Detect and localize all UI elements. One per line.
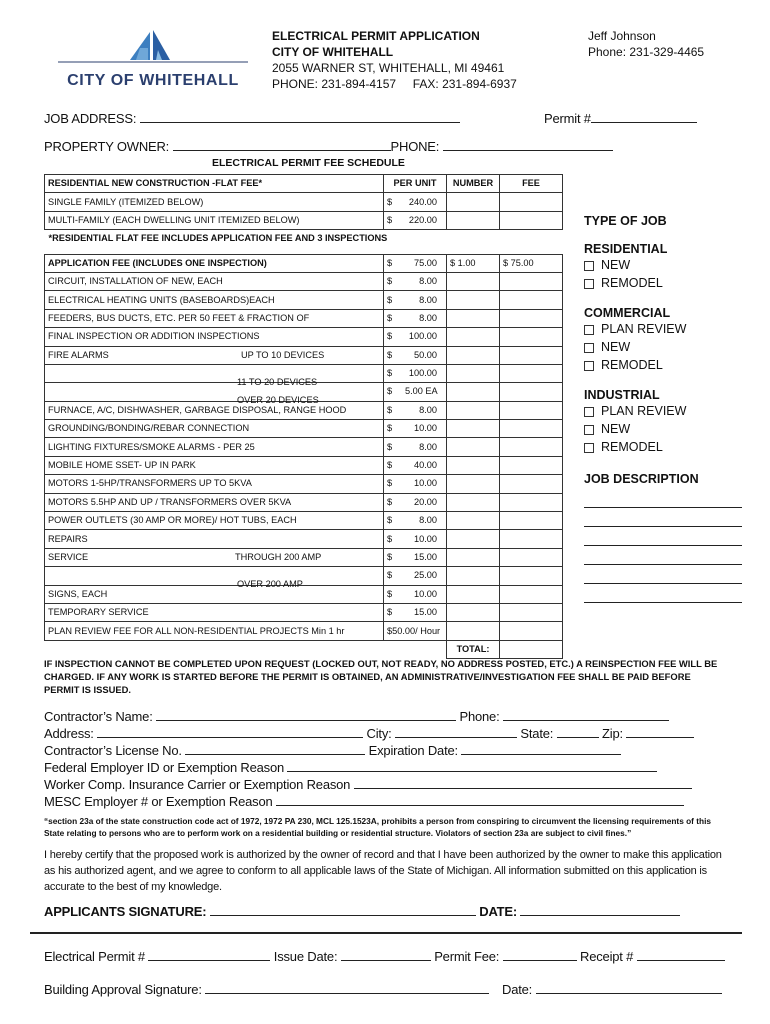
- per-unit-amount: $ 100.00: [384, 364, 447, 382]
- fee-row: [45, 254, 563, 272]
- fee-description: LIGHTING FIXTURES/SMOKE ALARMS - PER 25: [45, 438, 384, 456]
- industrial-plan-review-option[interactable]: PLAN REVIEW: [584, 402, 744, 420]
- permit-number-field[interactable]: [591, 110, 697, 123]
- per-unit-amount: $ 40.00: [384, 456, 447, 474]
- fee-description: MULTI-FAMILY (EACH DWELLING UNIT ITEMIZED BELOW): [45, 211, 384, 229]
- job-description-lines[interactable]: [584, 490, 744, 603]
- job-type-panel: [584, 214, 744, 603]
- per-unit-amount: $ 50.00: [384, 346, 447, 364]
- fee-row: [45, 567, 563, 585]
- number-cell[interactable]: [447, 493, 500, 511]
- fee-description: POWER OUTLETS (30 AMP OR MORE)/ HOT TUBS, EACH: [45, 512, 384, 530]
- number-cell[interactable]: $ 1.00: [447, 254, 500, 272]
- residential-fee-row: [45, 193, 563, 211]
- certification-text: I hereby certify that the proposed work is authorized by the owner of record and that I have been authorized by the owner to make this application as his authorized agent, and we agree to conform to all applicable laws of the State of Michigan. All information submitted on this application is accurate to the best of my knowledge.: [44, 849, 722, 893]
- number-cell[interactable]: [447, 291, 500, 309]
- fee-row: [45, 420, 563, 438]
- fee-row: [45, 346, 563, 364]
- fee-row: [45, 328, 563, 346]
- fee-cell[interactable]: [500, 603, 563, 621]
- applicant-signature-row: APPLICANTS SIGNATURE: DATE:: [44, 903, 680, 919]
- checkbox-icon[interactable]: [584, 425, 594, 435]
- flat-fee-note: *RESIDENTIAL FLAT FEE INCLUDES APPLICATION FEE AND 3 INSPECTIONS: [48, 233, 388, 244]
- fee-cell[interactable]: [500, 567, 563, 585]
- job-description-label: JOB DESCRIPTION: [584, 472, 699, 486]
- per-unit-amount: $ 20.00: [384, 493, 447, 511]
- fein-field[interactable]: [287, 759, 657, 772]
- per-unit-amount: $ 10.00: [384, 530, 447, 548]
- contractor-license-field[interactable]: [185, 742, 365, 755]
- number-cell[interactable]: [447, 211, 500, 229]
- per-unit-amount: $ 8.00: [384, 291, 447, 309]
- number-cell[interactable]: [447, 272, 500, 290]
- city-phone-fax: PHONE: 231-894-4157 FAX: 231-894-6937: [272, 77, 517, 91]
- fee-cell[interactable]: [500, 291, 563, 309]
- number-cell[interactable]: [447, 512, 500, 530]
- fee-description: SINGLE FAMILY (ITEMIZED BELOW): [45, 193, 384, 211]
- applicant-signature-field[interactable]: [210, 903, 476, 916]
- section-23a-notice: “section 23a of the state construction code act of 1972, 1972 PA 230, MCL 125.1523A, prohibits a person from conspiring to circumvent the licensing requirements of this State relating to persons who are to perform work on a residential building or residential structure. Violators of section 23a are subject to civil fines.”: [44, 816, 712, 838]
- fee-row: [45, 401, 563, 419]
- building-approval-row: Building Approval Signature: Date:: [44, 981, 722, 997]
- fee-description: CIRCUIT, INSTALLATION OF NEW, EACH: [45, 272, 384, 290]
- permit-number-label: Permit #: [544, 111, 591, 126]
- fee-description: FURNACE, A/C, DISHWASHER, GARBAGE DISPOSAL, RANGE HOOD: [45, 401, 384, 419]
- office-permit-fee-field[interactable]: [503, 948, 577, 961]
- header-block: [272, 28, 517, 92]
- fee-cell[interactable]: [500, 211, 563, 229]
- checkbox-icon[interactable]: [584, 443, 594, 453]
- number-cell[interactable]: [447, 420, 500, 438]
- industrial-remodel-option[interactable]: REMODEL: [584, 438, 744, 456]
- fee-cell[interactable]: $ 75.00: [500, 254, 563, 272]
- number-cell[interactable]: [447, 622, 500, 640]
- fee-header-row: [45, 175, 563, 193]
- fee-row: [45, 530, 563, 548]
- residential-header: RESIDENTIAL NEW CONSTRUCTION -FLAT FEE*: [45, 175, 384, 193]
- fee-cell[interactable]: [500, 272, 563, 290]
- contractor-city-field[interactable]: [395, 725, 517, 738]
- fee-cell[interactable]: [500, 456, 563, 474]
- fee-cell[interactable]: [500, 548, 563, 566]
- flat-fee-note-row: [45, 230, 563, 248]
- industrial-label: INDUSTRIAL: [584, 388, 660, 402]
- fee-cell[interactable]: [500, 364, 563, 382]
- checkbox-icon[interactable]: [584, 407, 594, 417]
- fee-cell[interactable]: [500, 438, 563, 456]
- per-unit-amount: $ 8.00: [384, 401, 447, 419]
- number-cell[interactable]: [447, 401, 500, 419]
- divider: [30, 932, 742, 934]
- fee-cell[interactable]: [500, 493, 563, 511]
- commercial-label: COMMERCIAL: [584, 306, 671, 320]
- license-expiration-field[interactable]: [461, 742, 621, 755]
- checkbox-icon[interactable]: [584, 279, 594, 289]
- logo-text: CITY OF WHITEHALL: [67, 72, 239, 89]
- number-cell[interactable]: [447, 530, 500, 548]
- fee-description: MOTORS 1-5HP/TRANSFORMERS UP TO 5KVA: [45, 475, 384, 493]
- fee-row: [45, 309, 563, 327]
- contact-phone: Phone: 231-329-4465: [588, 45, 705, 59]
- reinspection-notice: IF INSPECTION CANNOT BE COMPLETED UPON REQUEST (LOCKED OUT, NOT READY, NO ADDRESS POSTED, ETC.) A REINSPECTION FEE WILL BE CHARGED. IF ANY WORK IS STARTED BEFORE THE PERMIT IS OBTAINED, AN ADMINISTRATIVE/INVESTIGATION FEE SHALL BE PAID BEFORE PERMIT IS ISSUED.: [44, 658, 718, 695]
- fee-description: MOBILE HOME SSET- UP IN PARK: [45, 456, 384, 474]
- fee-cell[interactable]: [500, 193, 563, 211]
- fee-description: FEEDERS, BUS DUCTS, ETC. PER 50 FEET & FRACTION OF: [45, 309, 384, 327]
- checkbox-icon[interactable]: [584, 325, 594, 335]
- property-owner-field[interactable]: [173, 138, 391, 151]
- checkbox-icon[interactable]: [584, 261, 594, 271]
- total-field[interactable]: [500, 640, 563, 658]
- checkbox-icon[interactable]: [584, 361, 594, 371]
- fee-row: [45, 456, 563, 474]
- number-cell[interactable]: [447, 603, 500, 621]
- office-issue-date-field[interactable]: [341, 948, 431, 961]
- number-cell[interactable]: [447, 548, 500, 566]
- owner-phone-label: PHONE:: [390, 139, 440, 154]
- per-unit-amount: $ 8.00: [384, 438, 447, 456]
- contact-name: Jeff Johnson: [588, 29, 656, 43]
- city-address: 2055 WARNER ST, WHITEHALL, MI 49461: [272, 61, 505, 75]
- per-unit-amount: $ 25.00: [384, 567, 447, 585]
- per-unit-header: PER UNIT: [384, 175, 447, 193]
- fee-row: [45, 512, 563, 530]
- per-unit-amount: $ 220.00: [384, 211, 447, 229]
- fein-row: Federal Employer ID or Exemption Reason: [44, 759, 694, 776]
- fee-cell[interactable]: [500, 475, 563, 493]
- fee-row: [45, 438, 563, 456]
- fee-row: [45, 383, 563, 401]
- fee-cell[interactable]: [500, 309, 563, 327]
- residential-fee-row: [45, 211, 563, 229]
- fee-description: APPLICATION FEE (INCLUDES ONE INSPECTION): [45, 254, 384, 272]
- contractor-block: [44, 708, 694, 810]
- fee-cell[interactable]: [500, 401, 563, 419]
- job-type-title: TYPE OF JOB: [584, 214, 667, 228]
- contractor-phone-field[interactable]: [503, 708, 669, 721]
- commercial-remodel-option[interactable]: REMODEL: [584, 356, 744, 374]
- fee-row: [45, 548, 563, 566]
- number-cell[interactable]: [447, 309, 500, 327]
- number-cell[interactable]: [447, 567, 500, 585]
- contractor-address-row: Address: City: State: Zip:: [44, 725, 694, 742]
- fee-description: REPAIRS: [45, 530, 384, 548]
- fee-row: [45, 622, 563, 640]
- per-unit-amount: $50.00/ Hour: [384, 622, 447, 640]
- fee-row: [45, 475, 563, 493]
- fee-row: [45, 493, 563, 511]
- number-cell[interactable]: [447, 364, 500, 382]
- per-unit-amount: $ 15.00: [384, 548, 447, 566]
- applicant-date-field[interactable]: [520, 903, 680, 916]
- fee-row: [45, 272, 563, 290]
- building-approval-date-field[interactable]: [536, 981, 722, 994]
- commercial-plan-review-option[interactable]: PLAN REVIEW: [584, 320, 744, 338]
- number-cell[interactable]: [447, 456, 500, 474]
- fee-cell[interactable]: [500, 530, 563, 548]
- fee-header: FEE: [500, 175, 563, 193]
- mesc-row: MESC Employer # or Exemption Reason: [44, 793, 694, 810]
- job-address-field[interactable]: [140, 110, 460, 123]
- fee-description: TEMPORARY SERVICE: [45, 603, 384, 621]
- number-header: NUMBER: [447, 175, 500, 193]
- sailboat-logo-icon: [58, 28, 248, 68]
- contractor-name-row: Contractor’s Name: Phone:: [44, 708, 694, 725]
- workers-comp-row: Worker Comp. Insurance Carrier or Exemption Reason: [44, 776, 694, 793]
- number-cell[interactable]: [447, 475, 500, 493]
- fee-row: [45, 364, 563, 382]
- contractor-address-field[interactable]: [97, 725, 363, 738]
- number-cell[interactable]: [447, 383, 500, 401]
- permit-number-row: [544, 110, 697, 126]
- fee-description: GROUNDING/BONDING/REBAR CONNECTION: [45, 420, 384, 438]
- industrial-new-option[interactable]: NEW: [584, 420, 744, 438]
- per-unit-amount: $ 75.00: [384, 254, 447, 272]
- residential-new-option[interactable]: NEW: [584, 256, 744, 274]
- fee-row: [45, 603, 563, 621]
- fee-cell[interactable]: [500, 346, 563, 364]
- form-title: ELECTRICAL PERMIT APPLICATION: [272, 29, 480, 43]
- per-unit-amount: $ 10.00: [384, 420, 447, 438]
- contractor-name-field[interactable]: [156, 708, 456, 721]
- checkbox-icon[interactable]: [584, 343, 594, 353]
- fee-row: [45, 291, 563, 309]
- number-cell[interactable]: [447, 193, 500, 211]
- fee-cell[interactable]: [500, 512, 563, 530]
- office-permit-row: Electrical Permit # Issue Date: Permit Fee: Receipt #: [44, 948, 725, 964]
- per-unit-amount: $ 8.00: [384, 272, 447, 290]
- building-approval-field[interactable]: [205, 981, 489, 994]
- fee-cell[interactable]: [500, 585, 563, 603]
- property-owner-row: [44, 138, 613, 154]
- per-unit-amount: $ 10.00: [384, 475, 447, 493]
- fee-description: OVER 20 DEVICES: [45, 383, 384, 401]
- city-logo: [58, 28, 248, 90]
- office-permit-field[interactable]: [148, 948, 270, 961]
- per-unit-amount: $ 8.00: [384, 309, 447, 327]
- total-label: TOTAL:: [447, 640, 500, 658]
- contact-block: [588, 28, 704, 60]
- fee-description: FIRE ALARMS UP TO 10 DEVICES: [45, 346, 384, 364]
- fee-cell[interactable]: [500, 383, 563, 401]
- fee-description: 11 TO 20 DEVICES: [45, 364, 384, 382]
- job-address-row: [44, 110, 460, 126]
- per-unit-amount: $ 8.00: [384, 512, 447, 530]
- number-cell[interactable]: [447, 328, 500, 346]
- contractor-license-row: Contractor’s License No. Expiration Date:: [44, 742, 694, 759]
- fee-cell[interactable]: [500, 420, 563, 438]
- fee-description: FINAL INSPECTION OR ADDITION INSPECTIONS: [45, 328, 384, 346]
- commercial-new-option[interactable]: NEW: [584, 338, 744, 356]
- residential-remodel-option[interactable]: REMODEL: [584, 274, 744, 292]
- fee-cell[interactable]: [500, 622, 563, 640]
- per-unit-amount: $ 15.00: [384, 603, 447, 621]
- fee-description: PLAN REVIEW FEE FOR ALL NON-RESIDENTIAL PROJECTS Min 1 hr: [45, 622, 384, 640]
- per-unit-amount: $ 100.00: [384, 328, 447, 346]
- fee-description: SIGNS, EACH: [45, 585, 384, 603]
- office-receipt-field[interactable]: [637, 948, 725, 961]
- contractor-zip-field[interactable]: [626, 725, 694, 738]
- mesc-field[interactable]: [276, 793, 684, 806]
- property-owner-label: PROPERTY OWNER:: [44, 139, 170, 154]
- residential-label: RESIDENTIAL: [584, 242, 668, 256]
- number-cell[interactable]: [447, 438, 500, 456]
- fee-schedule-table: [44, 174, 563, 659]
- total-row: [45, 640, 563, 658]
- fee-cell[interactable]: [500, 328, 563, 346]
- number-cell[interactable]: [447, 346, 500, 364]
- owner-phone-field[interactable]: [443, 138, 613, 151]
- fee-description: OVER 200 AMP: [45, 567, 384, 585]
- per-unit-amount: $ 10.00: [384, 585, 447, 603]
- job-address-label: JOB ADDRESS:: [44, 111, 137, 126]
- fee-description: ELECTRICAL HEATING UNITS (BASEBOARDS)EACH: [45, 291, 384, 309]
- number-cell[interactable]: [447, 585, 500, 603]
- per-unit-amount: $ 240.00: [384, 193, 447, 211]
- fee-row: [45, 585, 563, 603]
- fee-description: MOTORS 5.5HP AND UP / TRANSFORMERS OVER 5KVA: [45, 493, 384, 511]
- fee-description: SERVICE THROUGH 200 AMP: [45, 548, 384, 566]
- per-unit-amount: $ 5.00 EA: [384, 383, 447, 401]
- fee-schedule-title: ELECTRICAL PERMIT FEE SCHEDULE: [212, 157, 405, 169]
- workers-comp-field[interactable]: [354, 776, 692, 789]
- city-name: CITY OF WHITEHALL: [272, 45, 394, 59]
- contractor-state-field[interactable]: [557, 725, 599, 738]
